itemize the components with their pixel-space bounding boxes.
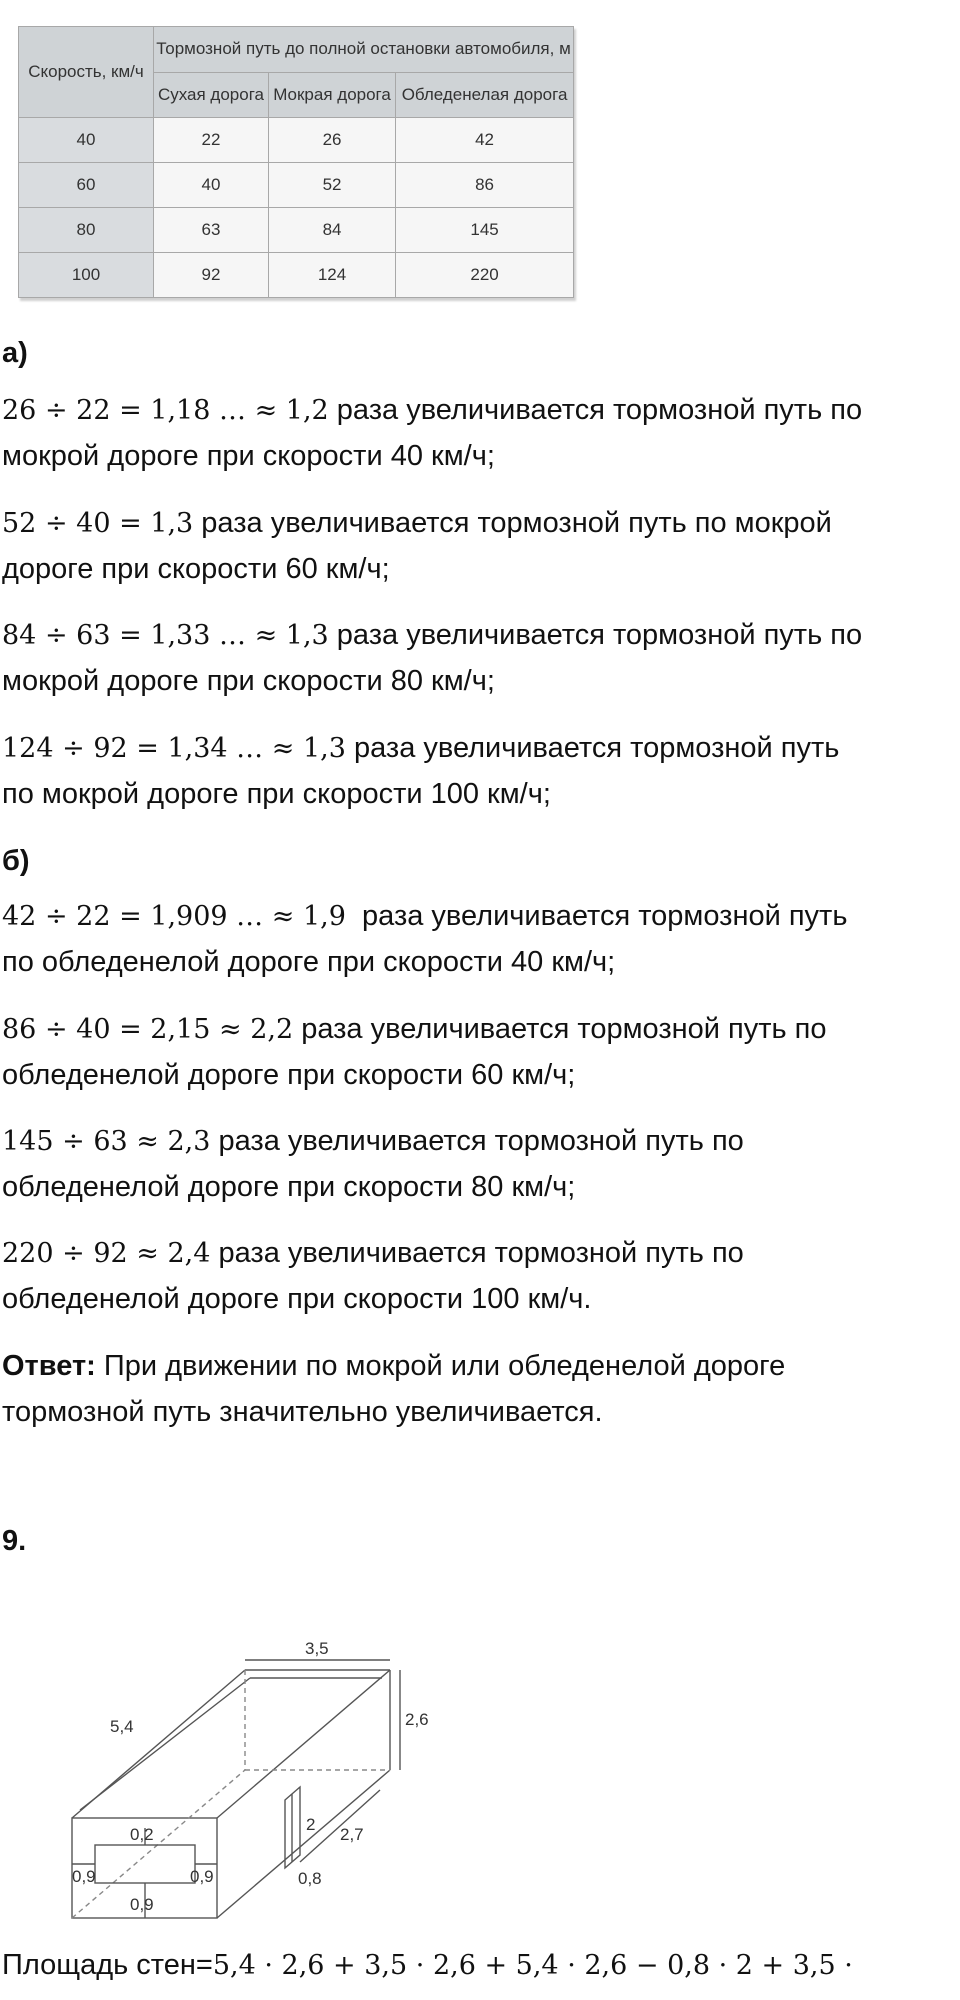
part-b-item-1-line-1 [2, 893, 847, 940]
left-inner-edge [80, 1678, 250, 1810]
icy-cell: 145 [396, 208, 574, 253]
braking-table [18, 26, 574, 298]
window-left-label: 0,9 [72, 1867, 96, 1886]
wall-area-equation: 5,4 · 2,6 + 3,5 · 2,6 + 5,4 · 2,6 − 0,8 · 2 + 3,5 · [212, 1950, 853, 1981]
wall-area-line [2, 1942, 853, 1989]
length-label: 5,4 [110, 1717, 134, 1736]
door-width-label: 0,8 [298, 1869, 322, 1888]
height-label: 2,6 [405, 1710, 429, 1729]
table-row [19, 208, 574, 253]
wet-cell: 52 [268, 163, 395, 208]
answer-line-1 [2, 1343, 785, 1389]
dry-road-header: Сухая дорога [154, 72, 269, 118]
explanation: раза увеличивается тормозной путь [345, 732, 840, 764]
part-a-item-4-line-1 [2, 725, 839, 772]
dry-cell: 63 [154, 208, 269, 253]
part-a-label: а) [2, 337, 28, 369]
wall-area-label: Площадь стен= [2, 1949, 213, 1981]
equation: 26 ÷ 22 = 1,18 … ≈ 1,2 [2, 395, 329, 426]
top-width-label: 3,5 [305, 1640, 329, 1658]
part-a-item-3-line-2: мокрой дороге при скорости 80 км/ч; [2, 665, 495, 697]
equation: 84 ÷ 63 = 1,33 … ≈ 1,3 [2, 620, 329, 651]
explanation: раза увеличивается тормозной путь [345, 900, 848, 932]
hidden-diagonal-edge [72, 1770, 245, 1918]
wet-cell: 84 [268, 208, 395, 253]
part-b-item-2-line-2: обледенелой дороге при скорости 60 км/ч; [2, 1059, 576, 1091]
equation: 52 ÷ 40 = 1,3 [2, 508, 194, 539]
part-b-item-3-line-1 [2, 1118, 744, 1165]
equation: 220 ÷ 92 ≈ 2,4 [2, 1238, 211, 1269]
explanation: раза увеличивается тормозной путь по [328, 619, 863, 651]
wet-cell: 26 [268, 118, 395, 163]
answer-label: Ответ: [2, 1350, 96, 1382]
part-a-item-1-line-1 [2, 387, 862, 434]
dry-cell: 92 [154, 253, 269, 298]
window-top-label: 0,2 [130, 1825, 154, 1844]
room-diagram [60, 1640, 450, 1930]
part-b-item-2-line-1 [2, 1006, 827, 1053]
table-row [19, 253, 574, 298]
window-bottom-label: 0,9 [130, 1895, 154, 1914]
speed-cell: 40 [19, 118, 154, 163]
equation: 124 ÷ 92 = 1,34 … ≈ 1,3 [2, 733, 346, 764]
speed-header: Скорость, км/ч [19, 27, 154, 118]
part-b-item-1-line-2: по обледенелой дороге при скорости 40 км/ч; [2, 946, 616, 978]
right-top-edge [217, 1670, 390, 1818]
icy-road-header: Обледенелая дорога [396, 72, 574, 118]
explanation: раза увеличивается тормозной путь по [293, 1013, 827, 1045]
part-a-item-2-line-1 [2, 500, 832, 547]
icy-cell: 220 [396, 253, 574, 298]
icy-cell: 42 [396, 118, 574, 163]
part-b-item-3-line-2: обледенелой дороге при скорости 80 км/ч; [2, 1171, 576, 1203]
part-a-item-2-line-2: дороге при скорости 60 км/ч; [2, 553, 390, 585]
right-bottom-edge [217, 1770, 390, 1918]
dry-cell: 40 [154, 163, 269, 208]
problem-number: 9. [2, 1525, 27, 1557]
speed-cell: 60 [19, 163, 154, 208]
answer-text: При движении по мокрой или обледенелой дороге [95, 1350, 786, 1382]
wet-cell: 124 [268, 253, 395, 298]
wet-road-header: Мокрая дорога [268, 72, 395, 118]
part-a-item-1-line-2: мокрой дороге при скорости 40 км/ч; [2, 440, 495, 472]
equation: 42 ÷ 22 = 1,909 … ≈ 1,9 [2, 901, 346, 932]
side-length-label: 2,7 [340, 1825, 364, 1844]
braking-distance-table [18, 26, 574, 298]
part-b-item-4-line-1 [2, 1230, 744, 1277]
speed-cell: 80 [19, 208, 154, 253]
part-a-item-3-line-1 [2, 612, 862, 659]
dry-cell: 22 [154, 118, 269, 163]
equation: 145 ÷ 63 ≈ 2,3 [2, 1126, 211, 1157]
part-a-item-4-line-2: по мокрой дороге при скорости 100 км/ч; [2, 778, 551, 810]
explanation: раза увеличивается тормозной путь по [210, 1237, 744, 1269]
equation: 86 ÷ 40 = 2,15 ≈ 2,2 [2, 1014, 294, 1045]
table-row [19, 118, 574, 163]
window-right-label: 0,9 [190, 1867, 214, 1886]
speed-cell: 100 [19, 253, 154, 298]
part-b-item-4-line-2: обледенелой дороге при скорости 100 км/ч. [2, 1283, 592, 1315]
room-box-drawing [60, 1640, 450, 1930]
window [95, 1845, 195, 1883]
table-row [19, 163, 574, 208]
answer-line-2: тормозной путь значительно увеличивается. [2, 1396, 603, 1428]
explanation: раза увеличивается тормозной путь по мокрой [193, 507, 832, 539]
icy-cell: 86 [396, 163, 574, 208]
part-b-label: б) [2, 845, 30, 877]
explanation: раза увеличивается тормозной путь по [328, 394, 863, 426]
explanation: раза увеличивается тормозной путь по [210, 1125, 744, 1157]
braking-distance-header: Тормозной путь до полной остановки автомобиля, м [154, 27, 574, 73]
door-height-label: 2 [306, 1815, 316, 1834]
